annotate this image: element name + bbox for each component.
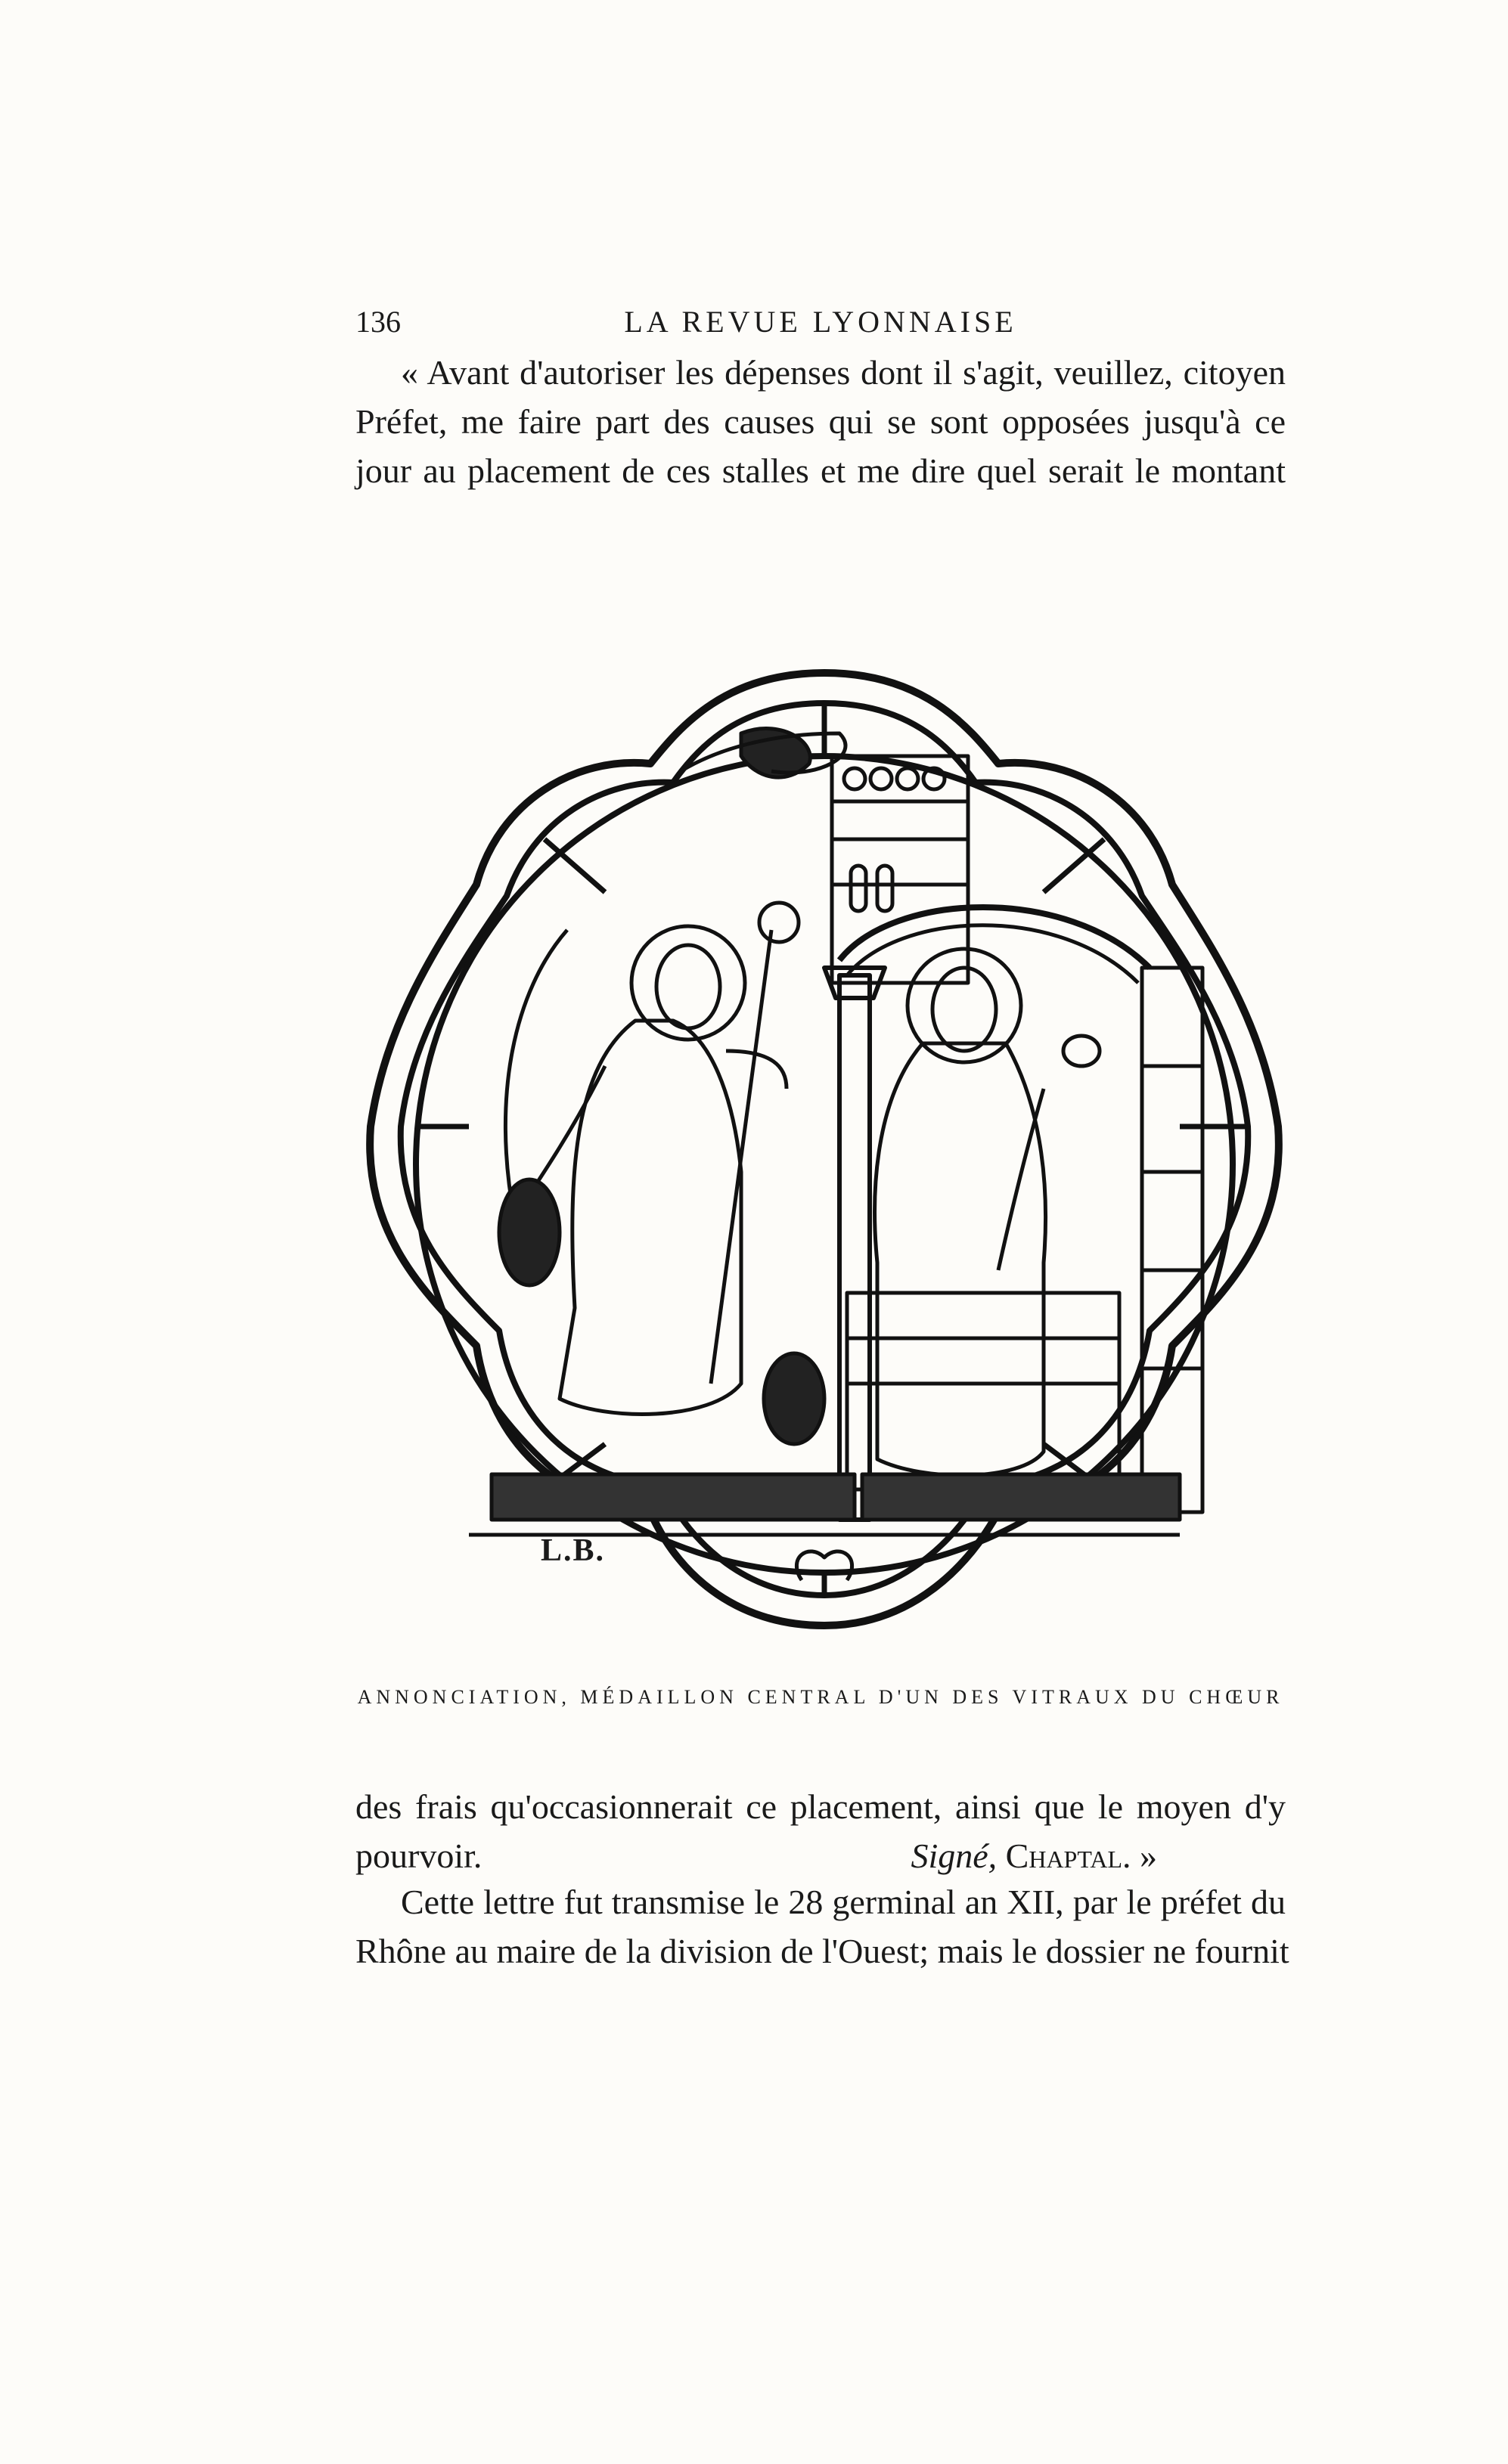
right-wall — [1142, 968, 1202, 1512]
page-number: 136 — [355, 305, 401, 339]
closing-quote: » — [1140, 1836, 1157, 1875]
illustration-caption: ANNONCIATION, MÉDAILLON CENTRAL D'UN DES VITRAUX DU CHŒUR — [357, 1686, 1284, 1708]
dove — [681, 729, 846, 778]
signatory-name: Chaptal. — [1005, 1836, 1131, 1875]
page-header — [355, 304, 1286, 349]
virgin-figure — [875, 949, 1100, 1475]
text-line: Rhône au maire de la division de l'Ouest; mais le dossier ne fournit — [355, 1932, 1289, 1970]
text-fragment: pourvoir. — [355, 1836, 482, 1875]
ground-band — [469, 1474, 1180, 1535]
text-line: Préfet, me faire part des causes qui se sont opposées jusqu'à ce — [355, 402, 1286, 441]
text-line: « Avant d'autoriser les dépenses dont il s'agit, veuillez, citoyen — [401, 353, 1286, 392]
stained-glass-medallion-illustration — [318, 643, 1331, 1656]
signed-word: Signé, — [911, 1836, 998, 1875]
medallion-inner-circle — [416, 756, 1233, 1573]
text-line: des frais qu'occasionnerait ce placement, ainsi que le moyen d'y — [355, 1787, 1286, 1826]
angel-figure — [505, 903, 799, 1414]
artist-monogram: L.B. — [541, 1533, 606, 1568]
paragraph-letter-end — [355, 1782, 1286, 1880]
signature — [911, 1831, 1157, 1880]
running-title: LA REVUE LYONNAISE — [624, 305, 1017, 339]
text-line: Cette lettre fut transmise le 28 germinal an XII, par le préfet du — [401, 1883, 1286, 1921]
throne — [847, 1293, 1119, 1489]
paragraph-transmission — [355, 1877, 1289, 1976]
text-line — [355, 1831, 1157, 1880]
text-line: jour au placement de ces stalles et me dire quel serait le montant — [355, 451, 1286, 490]
paragraph-letter-start — [355, 348, 1286, 495]
